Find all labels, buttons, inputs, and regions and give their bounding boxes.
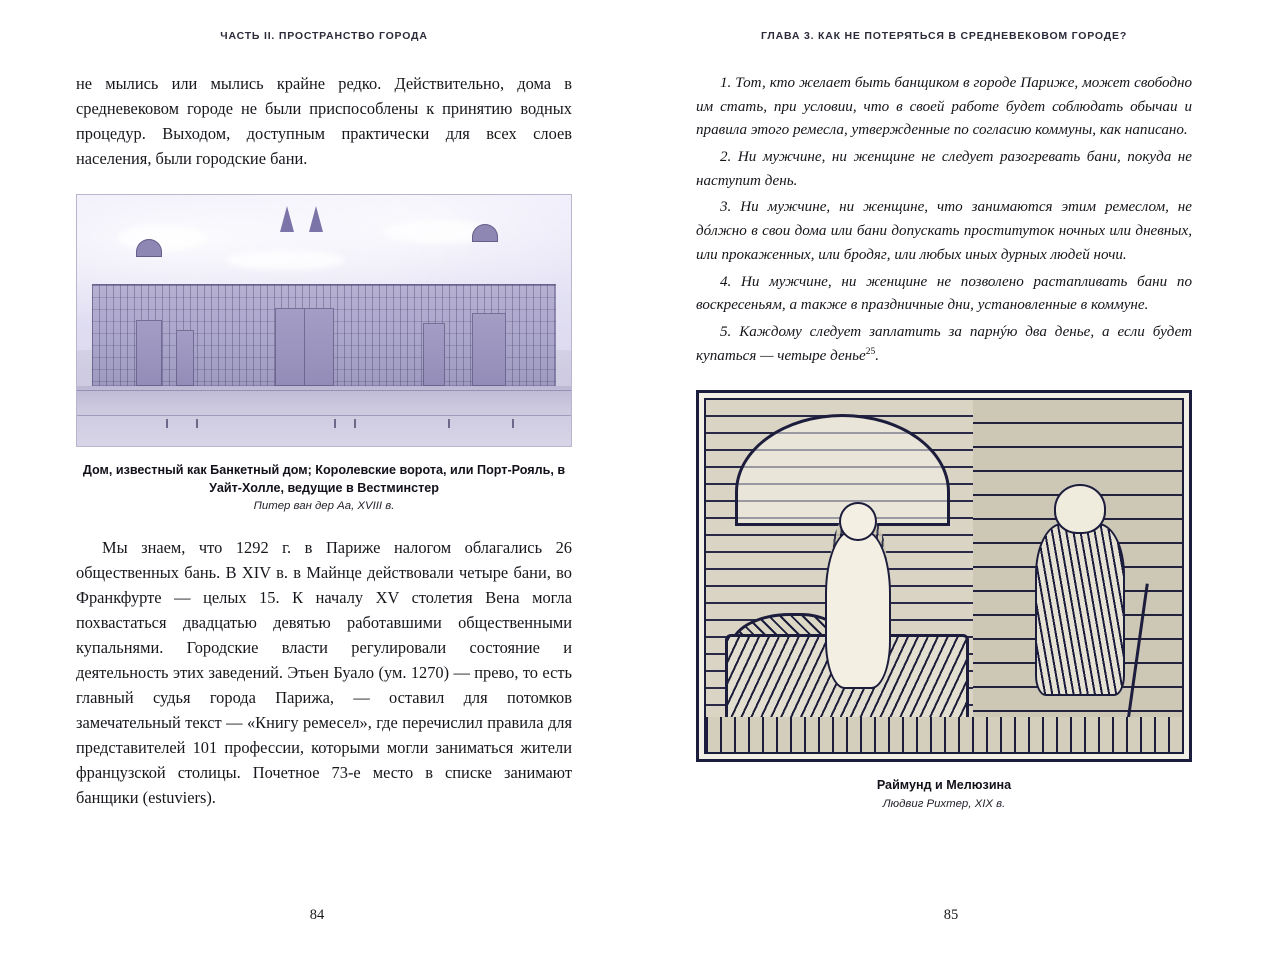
tower-spire	[309, 206, 323, 232]
caption-source: Людвиг Рихтер, XIX в.	[882, 797, 1006, 810]
footnote-marker: 25	[865, 346, 876, 357]
regulations-quote-block	[696, 72, 1192, 368]
woodcut-melusine-figure	[825, 530, 891, 689]
staffage-figure	[512, 419, 514, 428]
quote-tail: .	[875, 347, 880, 364]
palace-tower	[472, 313, 506, 386]
cloud-shape	[117, 225, 207, 251]
paragraph: не мылись или мылись крайне редко. Действительно, дома в средневековом городе не были приспособлены к принятию водных процедур. Выходом, доступным практически для всех слоев населения, были городские бани.	[76, 74, 572, 168]
caption-source: Питер ван дер Аа, XVIII в.	[253, 500, 395, 513]
ground-line	[77, 390, 571, 391]
quote-item: 2. Ни мужчине, ни женщине не следует разогревать бани, покуда не наступит день.	[696, 149, 1192, 189]
quote-item: 4. Ни мужчине, ни женщине не позволено растапливать бани по воскресеньям, а также в праздничные дни, установленные в коммуне.	[696, 273, 1192, 314]
caption-title: Раймунд и Мелюзина	[876, 778, 1012, 793]
woodcut-plate	[704, 398, 1184, 754]
right-page	[634, 0, 1268, 954]
palace-engraving-image	[76, 194, 572, 447]
woodcut-raymond-head	[1054, 484, 1106, 534]
woodcut-floor	[706, 717, 1182, 752]
left-top-text-block	[76, 72, 572, 172]
woodcut-engraving-image	[696, 390, 1192, 762]
page-number-left: 84	[309, 907, 325, 923]
staffage-figure	[354, 419, 356, 428]
palace-tower	[275, 308, 305, 386]
figure-woodcut	[696, 390, 1192, 809]
quote-item: 1. Тот, кто желает быть банщиком в городе Париже, может свободно им стать, при условии, что в своей работе будет соблюдать обычаи и правила этого ремесла, утвержденные по согласию коммуны, как написано.	[696, 75, 1192, 139]
ground-line	[77, 415, 571, 416]
paragraph: Мы знаем, что 1292 г. в Париже налогом облагались 26 общественных бань. В XIV в. в Майнце действовали четыре бани, во Франкфурте — целых 15. К началу XV столетия Вена могла похвастаться двадцатью девятью работавшими общественными купальнями. Городские власти регулировали состояние и деятельность этих заведений. Этьен Буало (ум. 1270) — прево, то есть главный судья города Парижа, — оставил для потомков замечательный текст — «Книгу ремесел», где перечислил правила для представителей 101 профессии, которыми могли заниматься жители французской столицы. Почетное 73-е место в списке занимают банщики (estuviers).	[76, 538, 572, 807]
staffage-figure	[334, 419, 336, 428]
palace-tower	[304, 308, 334, 386]
cloud-shape	[225, 250, 345, 270]
caption-title: Дом, известный как Банкетный дом; Королевские ворота, или Порт-Рояль, в Уайт-Холле, ведущие в Вестминстер	[82, 462, 566, 495]
woodcut-melusine-head	[839, 502, 876, 541]
quote-item-last	[696, 321, 1192, 368]
left-page	[0, 0, 634, 954]
page-number-right: 85	[943, 907, 959, 923]
right-running-head: ГЛАВА 3. КАК НЕ ПОТЕРЯТЬСЯ В СРЕДНЕВЕКОВОМ ГОРОДЕ?	[760, 30, 1128, 42]
palace-tower	[136, 320, 162, 385]
staffage-figure	[448, 419, 450, 428]
figure-caption	[76, 461, 572, 513]
woodcut-raymond-figure	[1035, 523, 1125, 696]
quote-item-text: 5. Каждому следует заплатить за парнýю два денье, а если будет купаться — четыре денье	[696, 323, 1192, 364]
tower-dome	[472, 224, 498, 242]
figure-caption	[696, 776, 1192, 809]
left-bottom-text-block	[76, 536, 572, 810]
tower-spire	[280, 206, 294, 232]
quote-item: 3. Ни мужчине, ни женщине, что занимаются этим ремеслом, не дóлжно в свои дома или бани допускать проституток ночных или дневных, или прокаженных, или бродяг, или любых иных дурных людей ночи.	[696, 199, 1192, 263]
staffage-figure	[166, 419, 168, 428]
palace-tower	[423, 323, 445, 386]
left-running-head: ЧАСТЬ II. ПРОСТРАНСТВО ГОРОДА	[220, 30, 428, 42]
palace-tower	[176, 330, 194, 385]
staffage-figure	[196, 419, 198, 428]
figure-palace	[76, 194, 572, 513]
